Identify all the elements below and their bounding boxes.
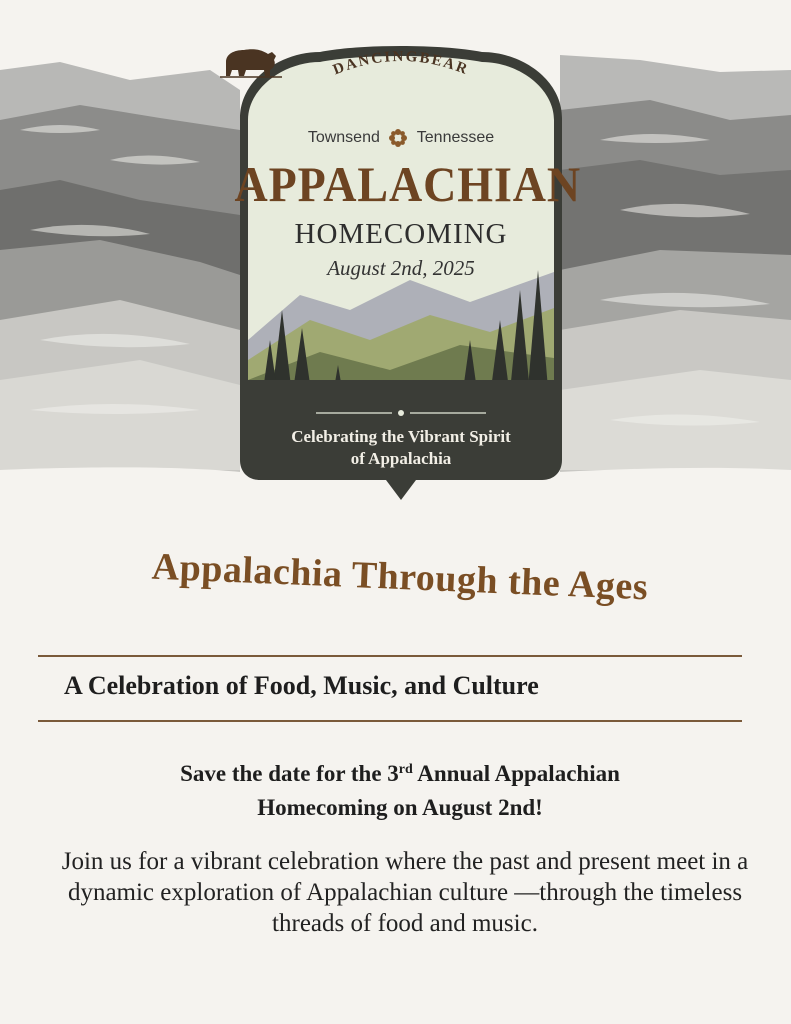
svg-text:DANCINGBEAR [331, 49, 471, 79]
save-the-date [60, 757, 740, 825]
ordinal-suffix: rd [398, 762, 413, 777]
event-badge [220, 40, 582, 502]
divider-top [38, 655, 742, 657]
subheading: A Celebration of Food, Music, and Culture [64, 671, 539, 700]
brand-name: DANCINGBEAR [330, 48, 472, 79]
divider-bottom [38, 720, 742, 722]
save-date-line-2: Homecoming on August 2nd! [257, 795, 543, 820]
tagline-line-2: of Appalachia [350, 449, 452, 468]
save-date-text-b: Annual Appalachian [412, 761, 620, 786]
page-heading: Appalachia Through the Ages [150, 545, 650, 609]
event-title: APPALACHIAN [234, 156, 582, 212]
event-subtitle: HOMECOMING [294, 218, 508, 250]
location-state: Tennessee [416, 129, 495, 146]
save-date-text-a: Save the date for the 3 [180, 761, 399, 786]
save-date-line-1 [60, 757, 740, 791]
event-date: August 2nd, 2025 [327, 256, 475, 280]
event-description: Join us for a vibrant celebration where the past and present meet in a dynamic exploration of Appalachian culture —through the timeless threads of food and music. [61, 848, 749, 937]
flower-icon [388, 128, 408, 148]
tagline-line-1: Celebrating the Vibrant Spirit [291, 427, 511, 446]
location-town: Townsend [307, 129, 380, 146]
location-row [220, 128, 582, 148]
bear-icon [220, 40, 282, 80]
badge-tagline [220, 426, 582, 470]
